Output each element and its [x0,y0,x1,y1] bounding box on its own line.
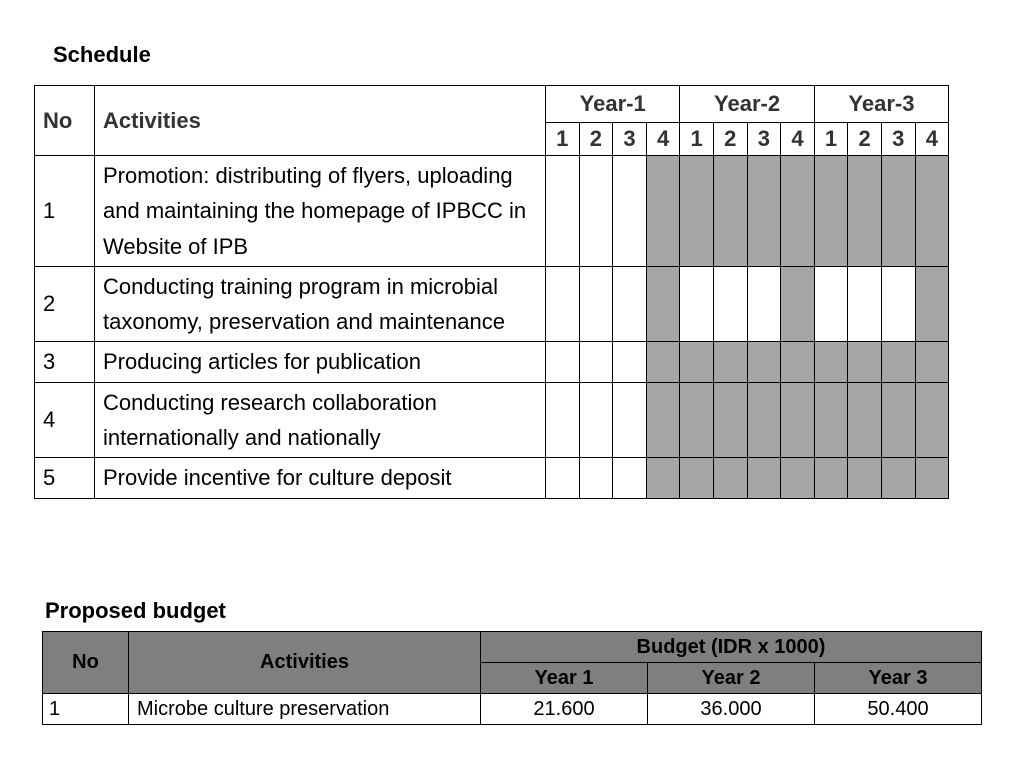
schedule-cell-filled [848,342,882,382]
schedule-cell-empty [546,458,580,498]
schedule-cell-empty [680,266,714,342]
schedule-cell-filled [814,156,848,267]
schedule-header-activities: Activities [95,86,546,156]
schedule-row-activity: Conducting research collaboration internationally and nationally [95,382,546,458]
quarter-header: 2 [579,123,613,156]
schedule-cell-filled [747,156,781,267]
schedule-row [35,342,949,382]
quarter-header: 2 [848,123,882,156]
schedule-cell-filled [680,342,714,382]
schedule-cell-empty [613,382,647,458]
schedule-row [35,382,949,458]
schedule-cell-empty [579,266,613,342]
schedule-cell-empty [814,266,848,342]
schedule-cell-empty [546,266,580,342]
schedule-cell-empty [579,458,613,498]
schedule-cell-empty [747,266,781,342]
schedule-cell-filled [646,342,680,382]
budget-heading: Proposed budget [45,598,226,623]
schedule-cell-filled [915,156,949,267]
schedule-cell-filled [646,266,680,342]
quarter-header: 1 [546,123,580,156]
quarter-header: 1 [814,123,848,156]
schedule-cell-filled [881,342,915,382]
budget-row-no: 1 [43,694,129,725]
schedule-cell-filled [680,458,714,498]
schedule-cell-filled [814,342,848,382]
schedule-cell-empty [546,382,580,458]
schedule-cell-filled [915,382,949,458]
schedule-cell-filled [781,266,815,342]
schedule-cell-empty [613,156,647,267]
schedule-row-no: 2 [35,266,95,342]
schedule-row-no: 1 [35,156,95,267]
schedule-cell-filled [713,382,747,458]
schedule-row [35,156,949,267]
schedule-cell-filled [646,458,680,498]
budget-table [42,631,982,725]
schedule-row [35,458,949,498]
schedule-header-no: No [35,86,95,156]
schedule-cell-filled [781,342,815,382]
schedule-cell-empty [881,266,915,342]
schedule-cell-empty [848,266,882,342]
quarter-header: 3 [613,123,647,156]
schedule-cell-filled [848,156,882,267]
budget-header-year-3: Year 3 [815,663,982,694]
schedule-row-no: 5 [35,458,95,498]
schedule-table [34,85,949,499]
quarter-header: 4 [781,123,815,156]
schedule-cell-empty [579,156,613,267]
schedule-row-activity: Conducting training program in microbial taxonomy, preservation and maintenance [95,266,546,342]
schedule-row-activity: Producing articles for publication [95,342,546,382]
budget-row [43,694,982,725]
schedule-cell-filled [848,382,882,458]
schedule-cell-filled [814,382,848,458]
budget-value: 50.400 [815,694,982,725]
schedule-cell-filled [747,342,781,382]
schedule-cell-filled [713,458,747,498]
schedule-cell-filled [915,266,949,342]
schedule-cell-filled [713,156,747,267]
schedule-cell-empty [579,342,613,382]
quarter-header: 4 [646,123,680,156]
schedule-cell-filled [881,156,915,267]
quarter-header: 3 [881,123,915,156]
schedule-cell-empty [546,156,580,267]
quarter-header: 1 [680,123,714,156]
schedule-cell-filled [881,458,915,498]
schedule-row-no: 3 [35,342,95,382]
schedule-cell-filled [713,342,747,382]
schedule-cell-filled [747,458,781,498]
schedule-cell-filled [646,156,680,267]
schedule-cell-filled [781,458,815,498]
schedule-header-year-2: Year-2 [680,86,814,123]
schedule-cell-filled [881,382,915,458]
schedule-header-year-1: Year-1 [546,86,680,123]
schedule-cell-filled [781,382,815,458]
budget-header-year-2: Year 2 [648,663,815,694]
schedule-cell-empty [546,342,580,382]
schedule-row-no: 4 [35,382,95,458]
budget-value: 36.000 [648,694,815,725]
schedule-cell-empty [613,458,647,498]
quarter-header: 2 [713,123,747,156]
budget-header-activities: Activities [129,632,481,694]
schedule-cell-empty [713,266,747,342]
budget-body [43,694,982,725]
schedule-cell-empty [579,382,613,458]
schedule-cell-empty [613,342,647,382]
schedule-cell-filled [646,382,680,458]
budget-row-activity: Microbe culture preservation [129,694,481,725]
schedule-heading: Schedule [53,42,151,67]
schedule-cell-filled [915,458,949,498]
schedule-cell-filled [848,458,882,498]
quarter-header: 3 [747,123,781,156]
schedule-body [35,156,949,499]
schedule-cell-filled [814,458,848,498]
budget-header-year-1: Year 1 [481,663,648,694]
schedule-cell-filled [680,382,714,458]
schedule-cell-filled [747,382,781,458]
budget-value: 21.600 [481,694,648,725]
schedule-row-activity: Provide incentive for culture deposit [95,458,546,498]
budget-header-budget: Budget (IDR x 1000) [481,632,982,663]
schedule-cell-filled [915,342,949,382]
quarter-header: 4 [915,123,949,156]
schedule-row [35,266,949,342]
schedule-cell-filled [680,156,714,267]
budget-header-no: No [43,632,129,694]
schedule-row-activity: Promotion: distributing of flyers, uploading and maintaining the homepage of IPBCC in Website of IPB [95,156,546,267]
schedule-cell-filled [781,156,815,267]
schedule-cell-empty [613,266,647,342]
schedule-header-year-3: Year-3 [814,86,948,123]
